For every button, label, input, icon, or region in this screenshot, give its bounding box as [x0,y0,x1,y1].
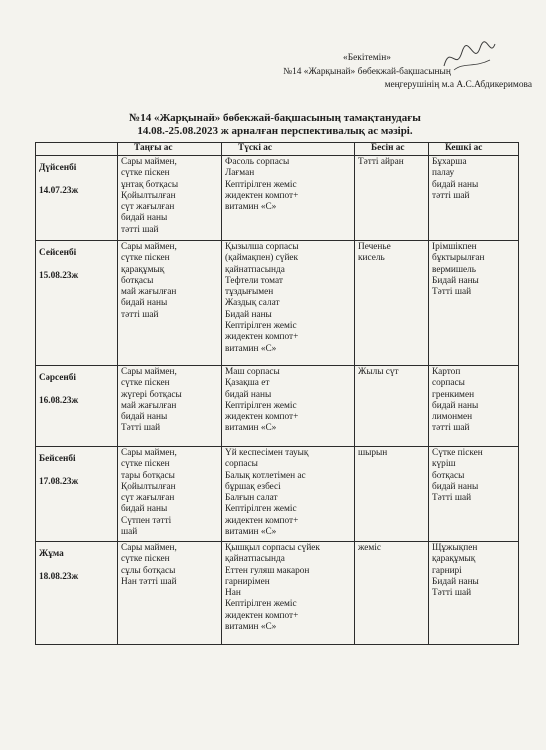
table-header-row [36,143,519,156]
dinner-item: Тәтті шай [432,493,472,504]
breakfast-cell [118,447,222,542]
lunch-item: витамин «С» [225,343,277,354]
breakfast-item: Сары маймен, [121,543,177,553]
lunch-item: Тефтели томат [225,275,283,286]
dinner-item: ботқасы [432,470,465,481]
breakfast-item: ботқасы [121,275,154,286]
breakfast-item: бидай наны [121,504,168,515]
lunch-item: Бидай наны [225,309,272,320]
dinner-item: бидай наны [432,400,479,411]
breakfast-item: Сары маймен, [121,157,177,167]
snack-cell [355,447,429,542]
breakfast-item: Нан тәтті шай [121,576,177,587]
day-name: Жұма [39,549,64,559]
table-row [36,447,519,542]
snack-cell [355,156,429,241]
lunch-item: Қызылша сорпасы [225,242,299,252]
breakfast-item: бидай наны [121,213,168,224]
breakfast-cell [118,366,222,447]
breakfast-item: шай [121,527,138,538]
lunch-item: Балық котлетімен ас [225,470,306,481]
lunch-item: витамин «С» [225,622,277,633]
dinner-item: Тәтті шай [432,287,472,298]
lunch-item: Еттен гуляш макарон [225,565,310,576]
dinner-item: Бұхарша [432,157,467,167]
header-snack: Бесін ас [355,143,429,156]
breakfast-item: май жағылған [121,400,177,411]
lunch-item: қайнатпасында [225,264,285,275]
breakfast-cell [118,542,222,645]
lunch-item: Қазақша ет [225,378,270,389]
breakfast-item: Тәтті шай [121,423,161,434]
lunch-cell [222,366,355,447]
table-row [36,156,519,241]
approval-heading: «Бекітемін» [343,53,391,63]
breakfast-item: Сүтпен тәтті [121,515,172,526]
lunch-item: Қышқыл сорпасы сүйек [225,543,320,553]
breakfast-item: сүтке піскен [121,253,170,264]
snack-cell [355,241,429,366]
breakfast-item: Қойылтылған [121,190,176,201]
lunch-item: Кептірілген жеміс [225,400,297,411]
day-cell [36,447,118,542]
lunch-cell [222,241,355,366]
dinner-item: Ірімшікпен [432,242,477,252]
lunch-item: Кептірілген жеміс [225,321,297,332]
breakfast-item: сүтке піскен [121,168,170,179]
lunch-item: Фасоль сорпасы [225,157,290,167]
day-name: Сейсенбі [39,248,77,258]
lunch-item: бидай наны [225,389,272,400]
breakfast-item: сүтке піскен [121,378,170,389]
dinner-item: Щұжықпен [432,543,478,553]
lunch-item: жидектен компот+ [225,515,299,526]
approval-organization: №14 «Жарқынай» бөбекжай-бақшасының [283,66,451,77]
dinner-cell [429,447,519,542]
menu-table [35,142,519,645]
dinner-item: бидай наны [432,481,479,492]
lunch-item: Маш сорпасы [225,367,280,377]
day-date: 16.08.23ж [39,396,79,407]
lunch-cell [222,447,355,542]
lunch-item: Кептірілген жеміс [225,599,297,610]
day-date: 14.07.23ж [39,186,79,197]
lunch-item: жидектен компот+ [225,190,299,201]
signature-icon [440,36,498,76]
day-cell [36,366,118,447]
breakfast-item: сүт жағылған [121,493,175,504]
breakfast-item: Сары маймен, [121,448,177,458]
lunch-item: Үй кеспесімен тауық [225,448,309,458]
breakfast-item: жүгері ботқасы [121,389,182,400]
breakfast-item: тары ботқасы [121,470,175,481]
snack-item: Жылы сүт [358,367,399,377]
dinner-item: тәтті шай [432,190,470,201]
dinner-cell [429,542,519,645]
lunch-cell [222,156,355,241]
dinner-item: Бидай наны [432,576,479,587]
lunch-item: жидектен компот+ [225,610,299,621]
dinner-item: гарнирі [432,565,462,576]
header-day [36,143,118,156]
lunch-item: жидектен компот+ [225,332,299,343]
dinner-cell [429,241,519,366]
table-row [36,241,519,366]
menu-title [80,112,470,138]
breakfast-item: бидай наны [121,412,168,423]
lunch-item: Кептірілген жеміс [225,179,297,190]
menu-title-line2: 14.08.-25.08.2023 ж арналған перспективалық ас мәзірі. [137,125,413,137]
snack-cell [355,366,429,447]
dinner-item: вермишель [432,264,476,275]
dinner-item: күріш [432,459,456,470]
day-name: Дүйсенбі [39,163,77,173]
dinner-item: сорпасы [432,378,465,389]
lunch-item: витамин «С» [225,423,277,434]
breakfast-item: Сары маймен, [121,367,177,377]
header-lunch: Түскі ас [222,143,355,156]
breakfast-item: сүт жағылған [121,202,175,213]
snack-item: кисель [358,253,385,264]
breakfast-cell [118,156,222,241]
day-date: 18.08.23ж [39,572,79,583]
lunch-item: Нан [225,588,241,599]
dinner-cell [429,156,519,241]
lunch-item: тұздығымен [225,287,274,298]
breakfast-item: сүтке піскен [121,459,170,470]
breakfast-cell [118,241,222,366]
breakfast-item: тәтті шай [121,309,159,320]
dinner-item: Бидай наны [432,275,479,286]
table-row [36,542,519,645]
lunch-cell [222,542,355,645]
dinner-item: бұктырылған [432,253,485,264]
breakfast-item: бидай наны [121,298,168,309]
dinner-cell [429,366,519,447]
lunch-item: Балғын салат [225,493,278,504]
breakfast-item: май жағылған [121,287,177,298]
header-dinner: Кешкі ас [429,143,519,156]
dinner-item: палау [432,168,455,179]
dinner-item: лимонмен [432,412,473,423]
menu-title-line1: №14 «Жарқынай» бөбекжай-бақшасының тамақтанудағы [129,112,421,124]
dinner-item: Картоп [432,367,461,377]
day-name: Бейсенбі [39,454,76,464]
lunch-item: сорпасы [225,459,258,470]
dinner-item: Сүтке піскен [432,448,483,458]
dinner-item: тәтті шай [432,423,470,434]
approval-manager: меңгерушінің м.а А.С.Абдикеримова [384,80,532,91]
lunch-item: бұршақ езбесі [225,481,281,492]
snack-item: Тәтті айран [358,157,404,167]
lunch-item: Жаздық салат [225,298,280,309]
snack-item: Печенье [358,242,391,252]
breakfast-item: тәтті шай [121,224,159,235]
snack-cell [355,542,429,645]
lunch-item: витамин «С» [225,202,277,213]
day-date: 15.08.23ж [39,271,79,282]
breakfast-item: қарақұмық [121,264,165,275]
header-breakfast: Таңғы ас [118,143,222,156]
dinner-item: гренкимен [432,389,475,400]
lunch-item: витамин «С» [225,527,277,538]
day-cell [36,542,118,645]
table-row [36,366,519,447]
lunch-item: қайнатпасында [225,554,285,565]
lunch-item: Кептірілген жеміс [225,504,297,515]
lunch-item: (қаймақпен) сүйек [225,253,299,264]
day-name: Сәрсенбі [39,373,76,383]
lunch-item: гарнирімен [225,576,270,587]
lunch-item: Лағман [225,168,255,179]
dinner-item: қарақұмық [432,554,476,565]
lunch-item: жидектен компот+ [225,412,299,423]
day-cell [36,156,118,241]
day-date: 17.08.23ж [39,477,79,488]
dinner-item: Тәтті шай [432,588,472,599]
snack-item: шырын [358,448,388,458]
snack-item: жеміс [358,543,382,553]
breakfast-item: ұнтақ ботқасы [121,179,179,190]
dinner-item: бидай наны [432,179,479,190]
breakfast-item: сұлы ботқасы [121,565,176,576]
breakfast-item: Қойылтылған [121,481,176,492]
breakfast-item: Сары маймен, [121,242,177,252]
day-cell [36,241,118,366]
breakfast-item: сүтке піскен [121,554,170,565]
